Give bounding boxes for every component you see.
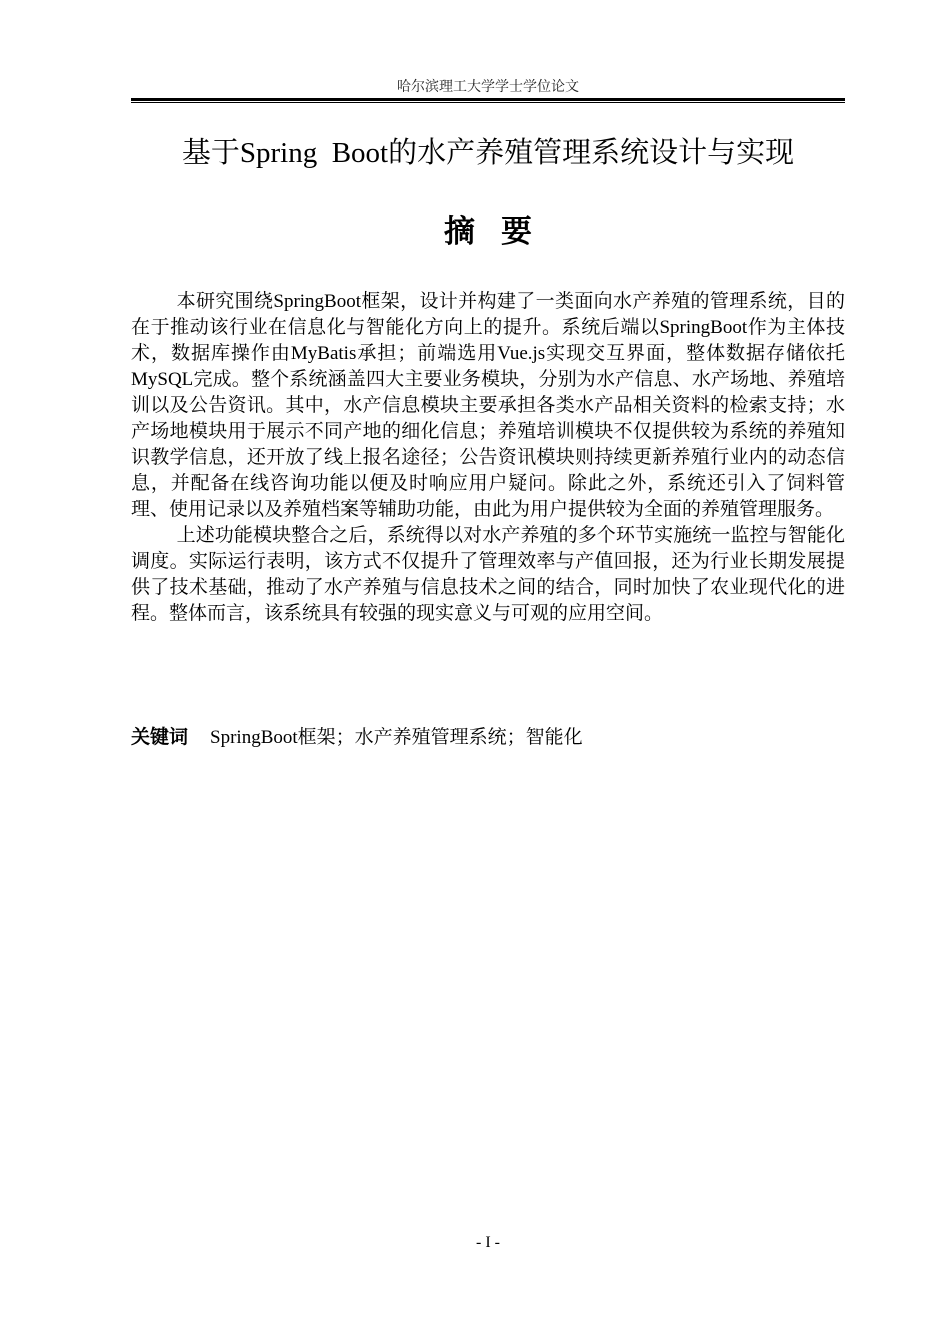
running-header: 哈尔滨理工大学学士学位论文 bbox=[397, 79, 579, 95]
header-rule bbox=[131, 98, 845, 104]
header-rule-thick bbox=[131, 98, 845, 101]
keywords-label: 关键词 bbox=[131, 726, 189, 748]
header-rule-thin bbox=[131, 102, 845, 103]
page-number: - I - bbox=[476, 1234, 500, 1251]
abstract-heading: 摘要 bbox=[444, 214, 558, 250]
abstract-paragraph-2: 上述功能模块整合之后，系统得以对水产养殖的多个环节实施统一监控与智能化调度。实际运行表明，该方式不仅提升了管理效率与产值回报，还为行业长期发展提供了技术基础，推动了水产养殖与信息技术之间的结合，同时加快了农业现代化的进程。整体而言，该系统具有较强的现实意义与可观的应用空间。 bbox=[131, 525, 845, 624]
thesis-title: 基于Spring Boot的水产养殖管理系统设计与实现 bbox=[181, 137, 795, 169]
keywords-text: SpringBoot框架；水产养殖管理系统；智能化 bbox=[210, 727, 583, 748]
abstract-body bbox=[131, 289, 845, 627]
abstract-paragraph-1: 本研究围绕SpringBoot框架，设计并构建了一类面向水产养殖的管理系统，目的在于推动该行业在信息化与智能化方向上的提升。系统后端以SpringBoot作为主体技术，数据库操作由MyBatis承担；前端选用Vue.js实现交互界面，整体数据存储依托MySQL完成。整个系统涵盖四大主要业务模块，分别为水产信息、水产场地、养殖培训以及公告资讯。其中，水产信息模块主要承担各类水产品相关资料的检索支持；水产场地模块用于展示不同产地的细化信息；养殖培训模块不仅提供较为系统的养殖知识教学信息，还开放了线上报名途径；公告资讯模块则持续更新养殖行业内的动态信息，并配备在线咨询功能以便及时响应用户疑问。除此之外，系统还引入了饲料管理、使用记录以及养殖档案等辅助功能，由此为用户提供较为全面的养殖管理服务。 bbox=[131, 291, 845, 520]
keywords-line bbox=[131, 724, 845, 751]
